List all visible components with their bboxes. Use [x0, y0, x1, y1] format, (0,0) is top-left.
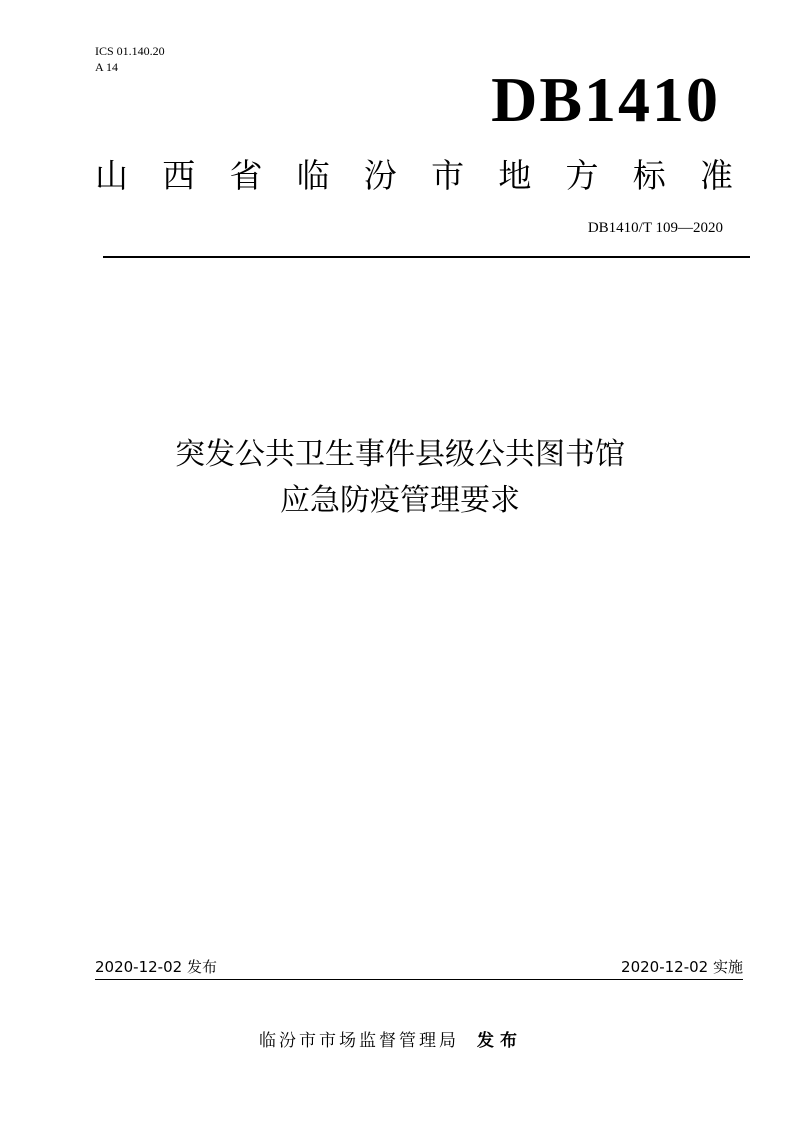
standard-type-char: 省 — [229, 156, 263, 195]
ccs-code: A 14 — [95, 60, 119, 74]
implement-date: 2020-12-02 实施 — [621, 958, 743, 976]
ics-code: ICS 01.140.20 — [95, 44, 165, 58]
standard-type-char: 临 — [296, 156, 330, 195]
standard-type-char: 山 — [95, 156, 128, 195]
standard-type-char: 准 — [699, 156, 733, 195]
standard-type-char: 标 — [632, 156, 666, 195]
issuer-line — [259, 1030, 523, 1052]
issuing-authority: 临汾市市场监督管理局 — [259, 1031, 459, 1051]
publish-date: 2020-12-02 发布 — [95, 958, 217, 976]
standard-number: DB1410/T 109—2020 — [587, 220, 723, 236]
standard-type-char: 市 — [431, 156, 465, 195]
standard-type-heading — [95, 156, 733, 196]
document-title-line-2: 应急防疫管理要求 — [280, 483, 520, 518]
standard-type-char: 西 — [162, 156, 196, 195]
bottom-divider — [95, 979, 743, 980]
standard-type-char: 汾 — [363, 156, 397, 195]
document-title-line-1: 突发公共卫生事件县级公共图书馆 — [175, 437, 625, 472]
standard-type-char: 地 — [498, 156, 532, 195]
date-row — [95, 957, 743, 979]
standard-code-db: DB1410 — [491, 64, 720, 135]
top-divider — [103, 256, 750, 258]
standard-type-char: 方 — [565, 156, 599, 195]
issue-action: 发布 — [477, 1031, 523, 1051]
